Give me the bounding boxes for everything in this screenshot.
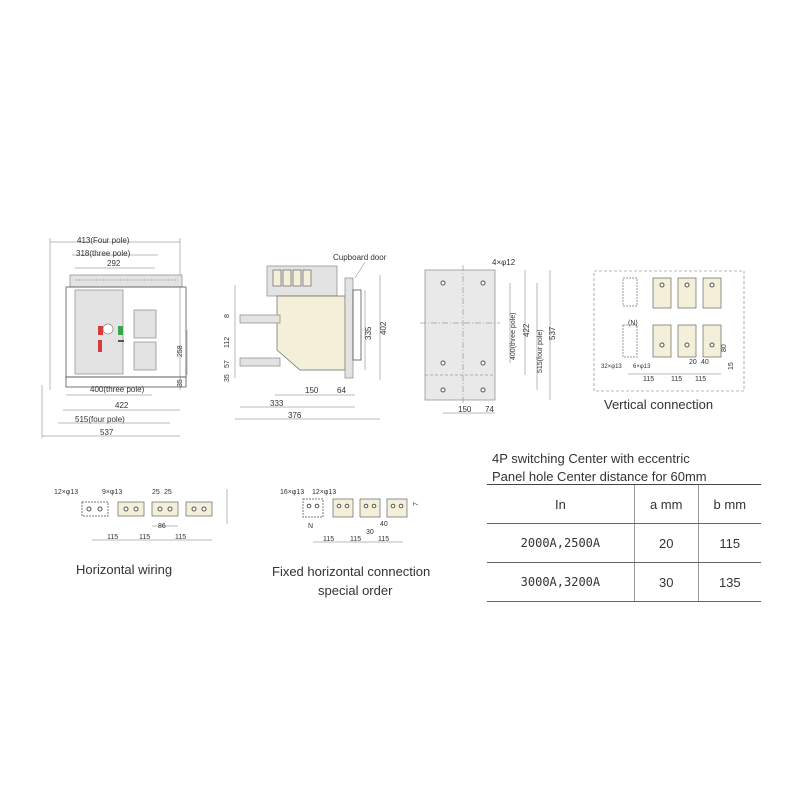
fixed-n-label: N [308,523,314,530]
fixed-horizontal-drawing [278,484,428,550]
dim-115-h3: 115 [175,534,187,541]
side-view-drawing [215,250,400,425]
dim-115-v2: 115 [671,376,683,383]
cupboard-door-label: Cupboard door [333,253,387,262]
dim-35-side: 35 [224,374,231,382]
dim-4x-phi12: 4×φ12 [492,258,516,267]
dim-537-panel: 537 [548,326,557,340]
front-view-drawing [30,230,200,445]
dim-30-fixed: 30 [366,529,374,536]
dim-115-v1: 115 [643,376,655,383]
dim-112: 112 [224,336,231,348]
vertical-connection-drawing [593,270,745,392]
dim-400-three-pole: 400(three pole) [90,385,145,394]
dim-64: 64 [337,386,346,395]
dim-515-four-pole-panel: 515(four pole) [537,329,544,373]
dim-20-v: 20 [689,359,697,366]
dim-115-v3: 115 [695,376,707,383]
dim-32x-phi13: 32×φ13 [601,364,622,370]
dim-115-f1: 115 [323,536,335,543]
fixed-horizontal-caption-line1: Fixed horizontal connection [272,564,431,579]
dim-376: 376 [288,411,302,420]
row2-b: 135 [698,563,761,602]
dim-537: 537 [100,428,114,437]
table-title-line2: Panel hole Center distance for 60mm [492,469,707,484]
panel-cutout-drawing [415,255,565,420]
row1-b: 115 [698,524,761,563]
dim-413: 413(Four pole) [77,236,130,245]
dim-74-panel: 74 [485,405,494,414]
dim-40-fixed: 40 [380,521,388,528]
dim-292: 292 [107,259,121,268]
dim-422-panel: 422 [522,323,531,337]
spec-table [487,484,761,602]
vertical-n-label: (N) [628,320,638,327]
table-title [492,450,707,486]
table-row [487,563,761,602]
dim-80-v: 80 [721,344,728,352]
row2-a: 30 [634,563,698,602]
header-a-mm: a mm [634,485,698,524]
table-header-row [487,485,761,524]
horizontal-wiring-drawing [52,484,242,546]
dim-40-v: 40 [701,359,709,366]
dim-318: 318(three pole) [76,249,131,258]
table-row [487,524,761,563]
dim-12x-phi13: 12×φ13 [54,489,79,496]
dim-150-panel: 150 [458,405,472,414]
dim-9x-phi13: 9×φ13 [102,489,123,496]
dim-333: 333 [270,399,284,408]
dim-57: 57 [224,360,231,368]
table-title-line1: 4P switching Center with eccentric [492,451,690,466]
dim-16x-phi13: 16×φ13 [280,489,305,496]
dim-402: 402 [379,321,388,335]
dim-7-fixed: 7 [413,502,420,506]
dim-12x-phi13-fixed: 12×φ13 [312,489,337,496]
dim-115-f3: 115 [378,536,390,543]
dim-115-h1: 115 [107,534,119,541]
row1-a: 20 [634,524,698,563]
header-in: In [487,485,634,524]
header-b-mm: b mm [698,485,761,524]
row1-in: 2000A,2500A [487,524,634,563]
vertical-connection-caption: Vertical connection [604,397,714,412]
dim-400-three-pole-panel: 400(three pole) [510,312,517,360]
dim-150: 150 [305,386,319,395]
dim-25-b: 25 [164,489,172,496]
dim-35: 35 [177,379,184,387]
dim-115-f2: 115 [350,536,362,543]
dim-8: 8 [224,314,231,318]
dim-15-v: 15 [728,362,735,370]
dim-86: 86 [158,523,166,530]
fixed-horizontal-caption-line2: special order [318,583,393,598]
dim-258: 258 [177,345,184,357]
dim-25-a: 25 [152,489,160,496]
dim-115-h2: 115 [139,534,151,541]
horizontal-wiring-caption: Horizontal wiring [76,562,173,577]
dim-335: 335 [364,326,373,340]
dim-515-four-pole: 515(four pole) [75,415,125,424]
row2-in: 3000A,3200A [487,563,634,602]
dim-422: 422 [115,401,129,410]
dim-6x-phi13: 6×φ13 [633,364,651,370]
